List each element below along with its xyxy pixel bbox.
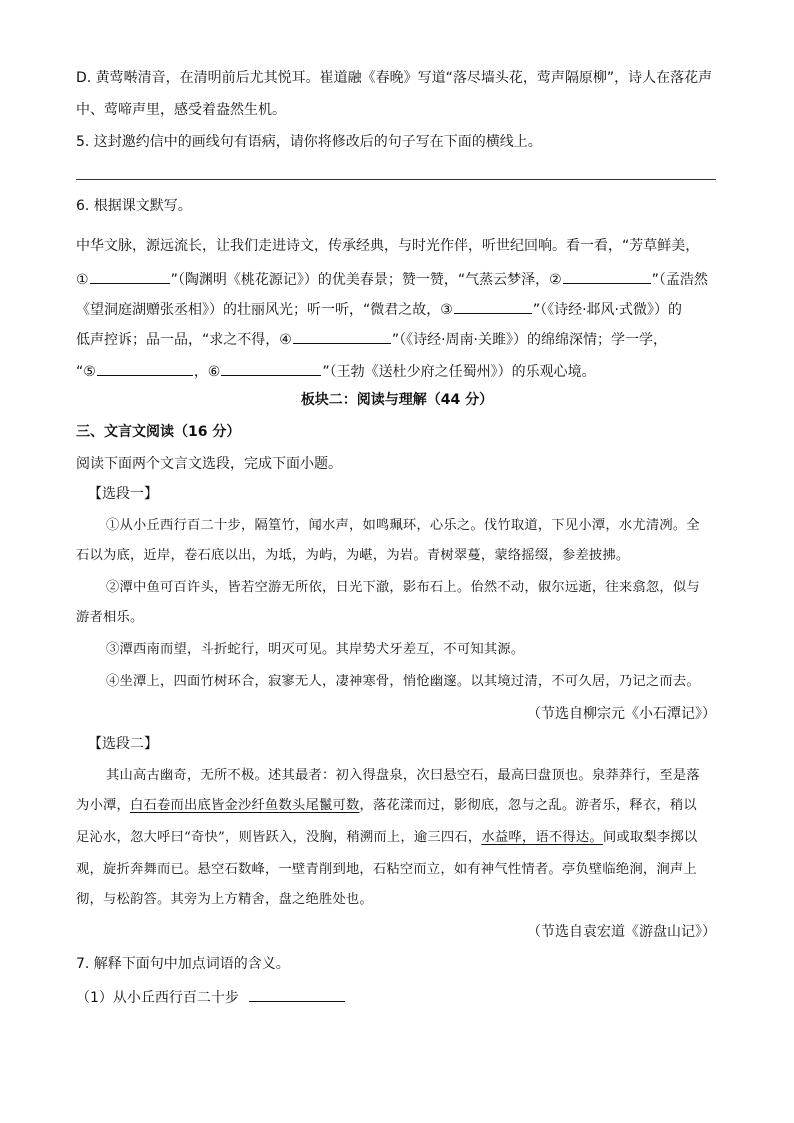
question-6-text: 低声控诉；品一品，“求之不得，④ — [76, 332, 292, 348]
selection-1-line: ①从小丘西行百二十步，隔篁竹，闻水声，如鸣珮环，心乐之。伐竹取道，下见小潭，水尤清冽。全 — [106, 518, 700, 533]
selection-1-line: ④坐潭上，四面竹树环合，寂寥无人，凄神寒骨，悄怆幽邃。以其境过清，不可久居，乃记之而去。 — [106, 674, 700, 689]
question-6-text: ”（陶渊明《桃花源记》）的优美春景；赞一赞，“气蒸云梦泽，② — [170, 272, 562, 288]
fill-blank-4[interactable] — [293, 328, 391, 344]
fill-blank-2[interactable] — [563, 268, 651, 284]
question-6-text: ，⑥ — [193, 364, 221, 380]
selection-1-line: 石以为底，近岸，卷石底以出，为坻，为屿，为嵁，为岩。青树翠蔓，蒙络摇缀，参差披拂。 — [76, 548, 630, 563]
option-d-line-1: D. 黄莺啭清音，在清明前后尤其悦耳。崔道融《春晚》写道“落尽墙头花，莺声隔原柳”，诗人在落花声 — [76, 70, 713, 86]
question-6-line-1: 中华文脉，源远流长，让我们走进诗文，传承经典，与时光作伴，听世纪回响。看一看，“芳草鲜美， — [76, 238, 700, 254]
question-7-title: 7. 解释下面句中加点词语的含义。 — [76, 956, 290, 972]
underlined-sentence: 白石卷而出底皆金沙纤鱼数头尾鬣可数 — [130, 798, 360, 813]
selection-2-text: ，落花漾而过，影彻底，忽与之乱。游者乐，释衣，稍以 — [359, 798, 697, 813]
option-d-line-2: 中、莺啼声里，感受着盎然生机。 — [76, 102, 286, 118]
question-6-line-5 — [76, 360, 596, 382]
question-6-line-3 — [76, 298, 682, 320]
selection-1-line: ③潭西南而望，斗折蛇行，明灭可见。其岸势犬牙差互，不可知其源。 — [106, 642, 525, 657]
question-6-text: ”（孟浩然 — [651, 272, 708, 288]
selection-2-line: 彻，与松韵答。其旁为上方精舍，盘之绝胜处也。 — [76, 892, 373, 907]
selection-1-line: 游者相乐。 — [76, 610, 144, 625]
question-6-text: “⑤ — [76, 364, 96, 380]
selection-2-text: 足沁水，忽大呼曰“奇快”，则皆跃入，没胸，稍溯而上，逾三四石， — [76, 830, 482, 845]
selection-2-line: 观，旋折奔舞而已。悬空石数峰，一壁青削到地，石粘空而立，如有神气性情者。亭负壁临绝涧，涧声上 — [76, 862, 697, 877]
fill-blank-6[interactable] — [221, 360, 321, 376]
section-2-title: 板块二：阅读与理解（44 分） — [300, 392, 494, 408]
fill-blank-3[interactable] — [454, 298, 532, 314]
question-7-item-1-text: （1）从小丘西行百二十步 — [76, 990, 239, 1006]
question-6-text: ”（《诗经·周南·关雎》）的绵绵深情；学一学， — [391, 332, 667, 348]
question-7-item-1 — [76, 986, 346, 1008]
question-5: 5. 这封邀约信中的画线句有语病，请你将修改后的句子写在下面的横线上。 — [76, 134, 542, 150]
selection-2-line — [76, 796, 697, 816]
selection-2-label: 【选段二】 — [88, 736, 158, 752]
question-6-text: 《望洞庭湖赠张丞相》）的壮丽风光；听一听，“微君之故，③ — [76, 302, 453, 318]
selection-2-text: 间或取梨李掷以 — [602, 830, 698, 845]
fill-blank-5[interactable] — [97, 360, 193, 376]
question-6-title: 6. 根据课文默写。 — [76, 198, 192, 214]
selection-2-source: （节选自袁宏道《游盘山记》） — [527, 924, 716, 940]
question-6-line-4 — [76, 328, 667, 350]
selection-2-line: 其山高古幽奇，无所不极。述其最者：初入得盘泉，次曰悬空石，最高曰盘顶也。泉莽莽行，至是落 — [106, 768, 700, 783]
selection-1-label: 【选段一】 — [88, 486, 158, 502]
selection-2-text: 为小潭， — [76, 798, 130, 813]
answer-line-q5[interactable] — [76, 179, 716, 180]
underlined-sentence: 水益哗，语不得达。 — [481, 830, 603, 845]
part-3-title: 三、文言文阅读（16 分） — [76, 424, 241, 440]
blank-label-1: ① — [76, 272, 89, 288]
question-6-text: ”（王勃《送杜少府之任蜀州》）的乐观心境。 — [322, 364, 596, 380]
fill-blank-1[interactable] — [90, 268, 170, 284]
question-6-text: ”（《诗经·邶风·式微》）的 — [532, 302, 682, 318]
selection-2-line — [76, 828, 697, 848]
answer-blank-7-1[interactable] — [249, 986, 345, 1002]
selection-1-line: ②潭中鱼可百许头，皆若空游无所依，日光下澈，影布石上。佁然不动，俶尔远逝，往来翕忽，似与 — [106, 580, 700, 595]
part-3-instruction: 阅读下面两个文言文选段，完成下面小题。 — [76, 456, 342, 472]
question-6-line-2 — [76, 268, 708, 290]
selection-1-source: （节选自柳宗元《小石潭记》） — [527, 706, 716, 722]
